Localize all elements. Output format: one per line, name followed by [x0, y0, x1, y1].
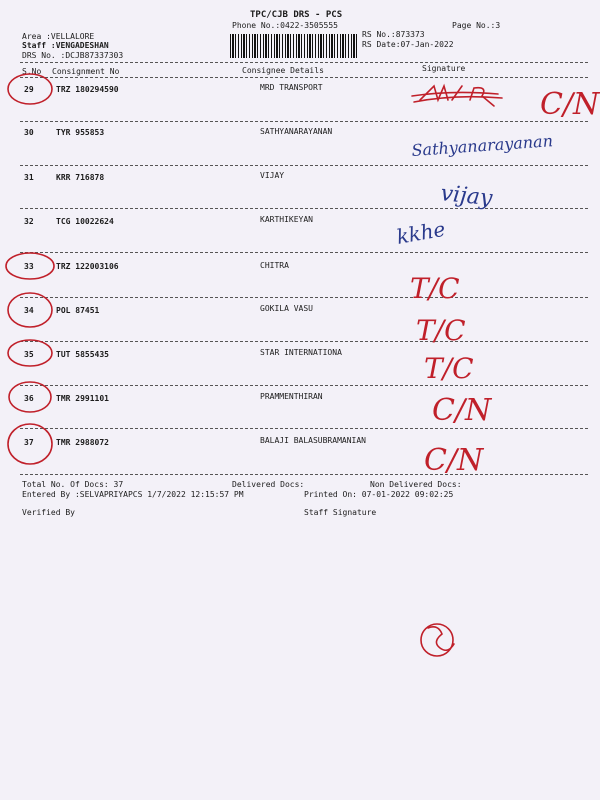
non-delivered-docs: Non Delivered Docs:: [370, 480, 462, 489]
barcode-image: [230, 34, 358, 58]
row-consignee: CHITRA: [260, 261, 289, 270]
row-34-status-mark: T/C: [416, 314, 466, 347]
staff-label: Staff :VENGADESHAN: [22, 41, 109, 50]
row-37-status-mark: C/N: [424, 443, 484, 478]
row-consignment: TMR 2988072: [56, 438, 109, 447]
row-divider: [20, 208, 588, 209]
row-divider: [20, 252, 588, 253]
row-divider: [20, 428, 588, 429]
stamp-mark-inner: [428, 627, 454, 650]
row-consignee: SATHYANARAYANAN: [260, 127, 333, 136]
document-title: TPC/CJB DRS - PCS: [250, 10, 343, 20]
delivered-docs: Delivered Docs:: [232, 480, 305, 489]
row-consignment: TRZ 122003106: [56, 262, 119, 271]
row-36-status-mark: C/N: [432, 393, 492, 428]
phone-number: Phone No.:0422-3505555: [232, 21, 338, 30]
row-consignment: KRR 716878: [56, 173, 105, 182]
row-35-status-mark: T/C: [424, 352, 474, 385]
row-consignee: STAR INTERNATIONA: [260, 348, 342, 357]
total-docs: Total No. Of Docs: 37: [22, 480, 124, 489]
column-header-signature: Signature: [422, 64, 466, 73]
staff-signature-label: Staff Signature: [304, 508, 377, 517]
row-consignment: TYR 955853: [56, 128, 105, 137]
row-divider: [20, 385, 588, 386]
row-sno: 36: [24, 394, 34, 403]
rs-number: RS No.:873373: [362, 30, 425, 39]
rs-date: RS Date:07-Jan-2022: [362, 40, 454, 49]
drs-number: DRS No. :DCJB87337303: [22, 51, 124, 60]
stamp-mark-icon: [421, 624, 453, 656]
row-32-signature: kkhe: [394, 216, 448, 249]
column-header-consignee: Consignee Details: [242, 66, 324, 75]
row-consignment: POL 87451: [56, 306, 100, 315]
row-consignment: TUT 5855435: [56, 350, 109, 359]
verified-by-label: Verified By: [22, 508, 75, 517]
row-consignee: BALAJI BALASUBRAMANIAN: [260, 436, 366, 445]
row-29-status-mark: C/N: [540, 87, 600, 122]
row-divider: [20, 165, 588, 166]
row-sno: 33: [24, 262, 34, 271]
header-divider-bottom: [20, 77, 588, 78]
row-sno: 30: [24, 128, 34, 137]
row-consignee: KARTHIKEYAN: [260, 215, 313, 224]
entered-by: Entered By :SELVAPRIYAPCS 1/7/2022 12:15:57 PM: [22, 490, 244, 499]
row-sno: 34: [24, 306, 34, 315]
row-sno: 32: [24, 217, 34, 226]
row-divider: [20, 341, 588, 342]
row-sno: 35: [24, 350, 34, 359]
row-divider: [20, 297, 588, 298]
row-consignment: TMR 2991101: [56, 394, 109, 403]
row-consignee: GOKILA VASU: [260, 304, 313, 313]
row-divider: [20, 474, 588, 475]
area-label: Area :VELLALORE: [22, 32, 95, 41]
row-29-scribble: [420, 86, 494, 106]
row-31-signature: vijay: [439, 181, 494, 212]
printed-on: Printed On: 07-01-2022 09:02:25: [304, 490, 454, 499]
header-divider-top: [20, 62, 588, 63]
row-30-signature: Sathyanarayanan: [410, 131, 554, 160]
row-sno: 37: [24, 438, 34, 447]
row-sno: 29: [24, 85, 34, 94]
row-33-status-mark: T/C: [410, 272, 460, 305]
row-consignee: MRD TRANSPORT: [260, 83, 323, 92]
column-header-sno: S.No: [22, 67, 42, 76]
row-consignment: TCG 10022624: [56, 217, 114, 226]
row-consignee: VIJAY: [260, 171, 285, 180]
row-29-strikeout: [412, 92, 502, 102]
row-consignee: PRAMMENTHIRAN: [260, 392, 323, 401]
page-number: Page No.:3: [452, 21, 501, 30]
column-header-consignment: Consignment No: [52, 67, 120, 76]
row-divider: [20, 121, 588, 122]
row-consignment: TRZ 180294590: [56, 85, 119, 94]
row-sno: 31: [24, 173, 34, 182]
